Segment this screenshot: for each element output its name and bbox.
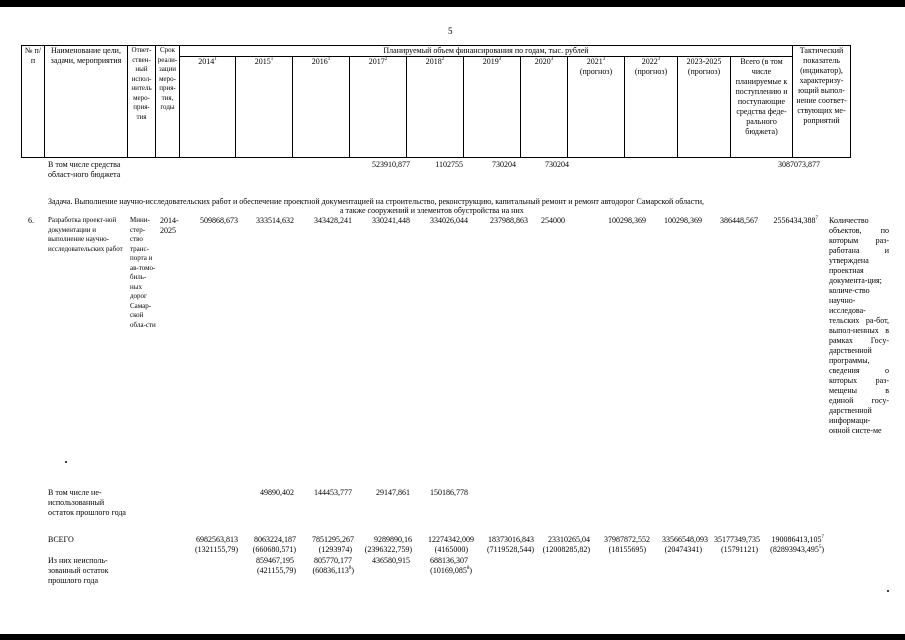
total-header: Всего (в том числе планируемые к поступлению и поступающие средства феде-рального бюджета) xyxy=(731,57,793,158)
total-row-label: ВСЕГО xyxy=(48,535,74,544)
year-header: 2021$^3$ (прогноз) xyxy=(568,57,625,158)
unused-row-label: В том числе не-использованный остаток прошлого года xyxy=(48,488,126,517)
total-2020: 23310265,04 xyxy=(548,535,590,544)
row6-number: 6. xyxy=(28,216,34,225)
federal-2019: 730204 xyxy=(492,160,516,169)
unused-2016: 144453,777 xyxy=(314,488,352,497)
total-2022-sub: (20474341) xyxy=(664,545,702,554)
top-border xyxy=(0,0,905,7)
header-term: Срок реали-зации меро-прия-тия, годы xyxy=(156,46,180,158)
total-2022: 33566548,093 xyxy=(662,535,708,544)
total-all: 190086413,105$^7$ xyxy=(771,535,824,544)
unused-2017: 29147,861 xyxy=(376,488,410,497)
remain-2015: 859467,195 xyxy=(256,556,294,565)
row6-responsible: Мини-стер-ство транс-порта и ав-томо-биль-ных дорог Самар-ской обла-сти xyxy=(130,216,156,329)
year-header: 2014$^1$ xyxy=(180,57,236,158)
scan-dot xyxy=(65,461,67,463)
federal-row-label: В том числе средства област-ного бюджета xyxy=(48,160,121,179)
header-table xyxy=(21,45,851,158)
total-2015: 8063224,187 xyxy=(254,535,296,544)
total-2021-sub: (18155695) xyxy=(608,545,646,554)
federal-2018: 1102755 xyxy=(435,160,463,169)
federal-total: 3087073,877 xyxy=(778,160,820,169)
total-2015-sub: (660680,571) xyxy=(252,545,296,554)
header-responsible: Ответ-ствен-ный испол-нитель меро-прия-тия xyxy=(128,46,156,158)
scan-dot xyxy=(887,590,889,592)
unused-2018: 150186,778 xyxy=(430,488,468,497)
total-2017: 9289890,16 xyxy=(374,535,412,544)
total-2014-sub: (1321155,79) xyxy=(194,545,238,554)
year-header: 2017$^2$ xyxy=(350,57,407,158)
row6-2015: 333514,632 xyxy=(256,216,294,225)
row6-2020: 254000 xyxy=(541,216,565,225)
header-num: № п/п xyxy=(22,46,45,158)
total-2016: 7851295,267 xyxy=(312,535,354,544)
page-number: 5 xyxy=(448,26,453,36)
federal-2020: 730204 xyxy=(545,160,569,169)
federal-2017: 523910,877 xyxy=(372,160,410,169)
total-2018-sub: (4165000) xyxy=(434,545,468,554)
remain-2018: 688136,307 xyxy=(430,556,468,565)
row6-2022: 100298,369 xyxy=(664,216,702,225)
row6-2014: 509868,673 xyxy=(200,216,238,225)
total-2019-sub: (7119528,544) xyxy=(486,545,534,554)
row6-2018: 334026,044 xyxy=(430,216,468,225)
remain-2016-sub: (60836,113$^8$) xyxy=(312,566,354,575)
unused-2015: 49890,402 xyxy=(260,488,294,497)
remain-2017: 436580,915 xyxy=(372,556,410,565)
year-header: 2023-2025 (прогноз) xyxy=(678,57,731,158)
remain-2016: 805770,177 xyxy=(314,556,352,565)
year-header: 2020$^3$ xyxy=(521,57,568,158)
total-2016-sub: (1293974) xyxy=(318,545,352,554)
row6-name: Разработка проект-ной документации и выполнение научно-исследовательских работ xyxy=(48,216,123,253)
total-2019: 18373016,843 xyxy=(488,535,534,544)
bottom-border xyxy=(0,634,905,640)
header-tactic: Тактический показатель (индикатор), характеризу-ющий выпол-нение соответ-ствующих ме-роприятий xyxy=(793,46,851,158)
row6-2021: 100298,369 xyxy=(608,216,646,225)
year-header: 2016$^1$ xyxy=(293,57,350,158)
total-2021: 37987872,552 xyxy=(604,535,650,544)
header-plan: Планируемый объем финансирования по годам, тыс. рублей xyxy=(180,46,793,57)
year-header: 2015$^1$ xyxy=(236,57,293,158)
remain-row-label: Из них неисполь-зованный остаток прошлого года xyxy=(48,556,109,585)
total-2017-sub: (2396322,759) xyxy=(364,545,412,554)
remain-2018-sub: (10169,085$^8$) xyxy=(430,566,472,575)
row6-2017: 330241,448 xyxy=(372,216,410,225)
row6-2023-2025: 386448,567 xyxy=(720,216,758,225)
year-header: 2022$^3$ (прогноз) xyxy=(625,57,678,158)
row6-term: 2014-2025 xyxy=(160,216,179,235)
year-header: 2019$^3$ xyxy=(464,57,521,158)
row6-2016: 343428,241 xyxy=(314,216,352,225)
row6-2019: 237988,863 xyxy=(490,216,528,225)
row6-total: 2556434,388$^7$ xyxy=(773,216,818,225)
header-name: Наименование цели, задачи, мероприятия xyxy=(45,46,128,158)
total-2014: 6982563,813 xyxy=(196,535,238,544)
total-2018: 12274342,009 xyxy=(428,535,474,544)
total-2023-2025: 35177349,735 xyxy=(714,535,760,544)
total-2020-sub: (12008285,82) xyxy=(542,545,590,554)
year-header: 2018$^2$ xyxy=(407,57,464,158)
remain-2015-sub: (421155,79) xyxy=(256,566,296,575)
total-2023-2025-sub: (15791121) xyxy=(720,545,758,554)
task-line2: а также сооружений и элементов обустройства на них xyxy=(340,206,524,215)
task-line1: Задача. Выполнение научно-исследовательских работ и обеспечение проектной документацией на строительство, реконструкцию, капитальный ремонт и ремонт автодорог Самарской области, xyxy=(48,197,705,206)
total-all-sub: (82893943,495$^5$) xyxy=(770,545,824,554)
row6-tactic: Количество объектов, по которым раз-работана и утверждена проектная документа-ция; количе-ство научно-исследова-тельских ра-бот, выпол-ненных в рамках Госу-дарственной программы, сведения о которых раз-мещены в единой госу-дарственной информаци-онной систе-ме xyxy=(829,216,889,435)
